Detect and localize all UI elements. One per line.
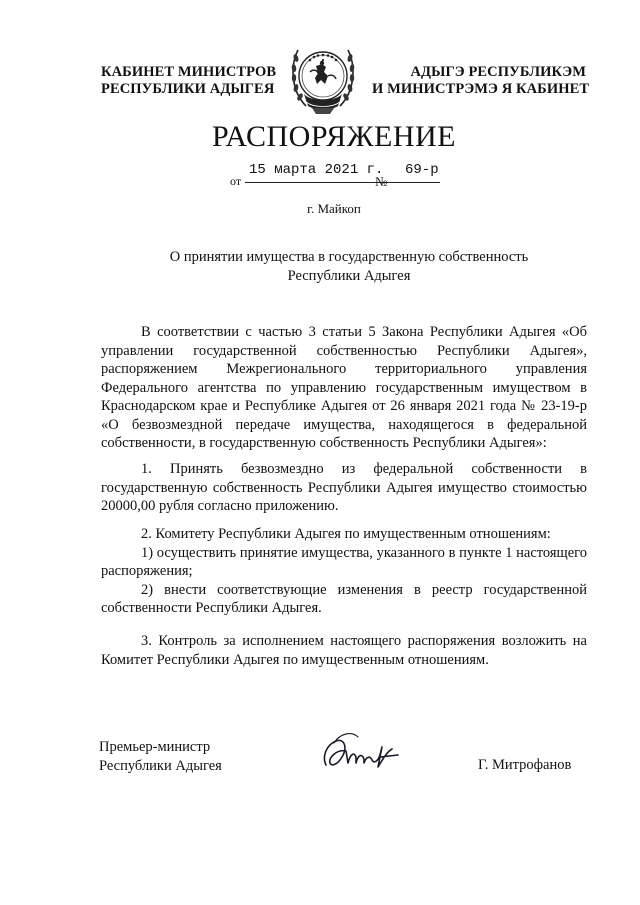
- subject-line: Республики Адыгея: [287, 268, 411, 284]
- issuer-name-adyghe: [372, 64, 590, 98]
- item-2-subitem-1: 1) осуществить принятие имущества, указанного в пункте 1 настоящего распоряжения;: [101, 544, 587, 579]
- subject-line: О принятии имущества в государственную собственность: [169, 249, 529, 265]
- document-number: 69-р: [405, 162, 439, 178]
- document-type-title: РАСПОРЯЖЕНИЕ: [211, 120, 457, 153]
- signatory-position: Премьер-министр Республики Адыгея: [99, 739, 222, 774]
- issuer-line: И МИНИСТРЭМЭ Я КАБИНЕТ: [372, 81, 590, 97]
- item-2-subitem-2: 2) внести соответствующие изменения в реестр государственной собственности Республики Адыгея.: [101, 581, 587, 616]
- signatory-name: Г. Митрофанов: [478, 757, 572, 773]
- number-prefix: №: [375, 174, 388, 189]
- issue-city: г. Майкоп: [307, 201, 361, 216]
- coat-of-arms-adygea-icon: [288, 36, 358, 118]
- document-date: 15 марта 2021 г.: [249, 162, 384, 178]
- handwritten-signature: [318, 727, 408, 777]
- issuer-line: РЕСПУБЛИКИ АДЫГЕЯ: [101, 81, 275, 97]
- item-1-paragraph: 1. Принять безвозмездно из федеральной собственности в государственную собственность Республики Адыгея имущество стоимостью 20000,00 рубля согласно приложению.: [101, 461, 587, 514]
- preamble-paragraph: В соответствии с частью 3 статьи 5 Закона Республики Адыгея «Об управлении государственной собственностью Республики Адыгея», распоряжением Межрегионального территориального управления Федерального агентства по управлению государственным имуществом в Краснодарском крае и Республике Адыгея от 26 января 2021 года № 23-19-р «О безвозмездной передаче имущества, находящегося в федеральной собственности, в государственную собственность Республики Адыгея»:: [101, 324, 587, 451]
- issuer-line: КАБИНЕТ МИНИСТРОВ: [101, 64, 277, 80]
- item-3-paragraph: 3. Контроль за исполнением настоящего распоряжения возложить на Комитет Республики Адыгея по имущественным отношениям.: [101, 633, 587, 668]
- issuer-name-russian: [101, 64, 276, 98]
- issuer-line: АДЫГЭ РЕСПУБЛИКЭМ: [410, 64, 586, 80]
- item-2-paragraph: [101, 525, 587, 618]
- document-subject: [0, 248, 640, 286]
- number-underline: [392, 182, 440, 183]
- item-2-intro: 2. Комитету Республики Адыгея по имущественным отношениям:: [141, 526, 551, 542]
- date-prefix: от: [230, 174, 242, 188]
